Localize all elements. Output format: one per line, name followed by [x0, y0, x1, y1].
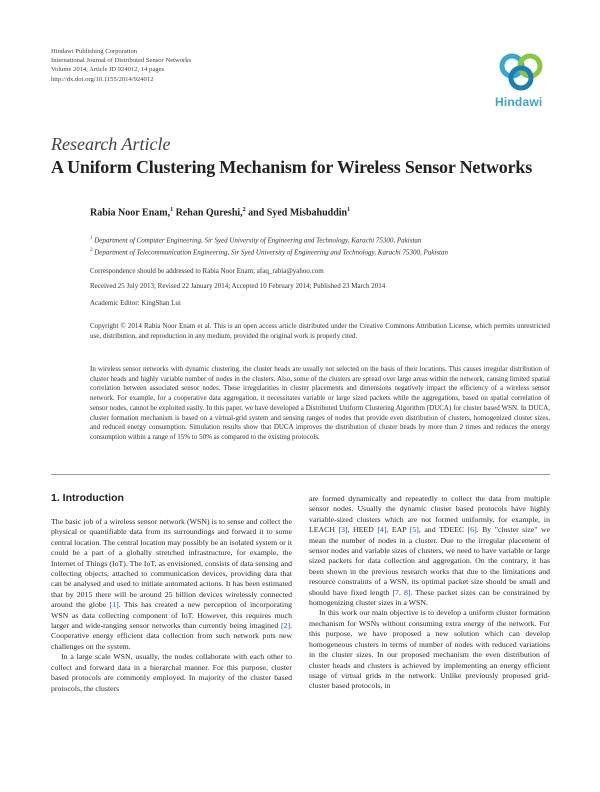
- affiliations: [90, 234, 550, 258]
- volume-info: Volume 2014, Article ID 924012, 14 pages: [51, 66, 165, 74]
- citation-link[interactable]: [4]: [377, 525, 387, 535]
- affiliation-sup: 2: [90, 248, 93, 254]
- right-column: [309, 494, 550, 692]
- section-heading: 1. Introduction: [51, 492, 124, 504]
- citation-link[interactable]: [1]: [109, 600, 119, 610]
- doi-link[interactable]: http://dx.doi.org/10.1155/2014/924012: [51, 75, 154, 83]
- academic-editor: Academic Editor: KingShan Lui: [90, 299, 181, 307]
- author-sup: 1: [347, 207, 351, 213]
- hindawi-logo-text: Hindawi: [495, 95, 543, 109]
- citation-link[interactable]: [2]: [280, 621, 291, 631]
- section-divider: [51, 474, 550, 475]
- article-title: A Uniform Clustering Mechanism for Wireless Sensor Networks: [51, 157, 533, 177]
- author-sup: 2: [242, 207, 246, 213]
- correspondence: Correspondence should be addressed to Rabia Noor Enam; afaq_rabia@yahoo.com: [90, 267, 324, 275]
- journal-name: International Journal of Distributed Sensor Networks: [51, 57, 192, 65]
- paragraph: In a large scale WSN, usually, the nodes collaborate with each other to collect and forward data in a hierarchal manner. For this purpose, cluster based protocols are commonly employed. In majority of the cluster based protocols, the clusters: [51, 652, 292, 693]
- citation-link[interactable]: [3]: [338, 525, 348, 535]
- author-name: and Syed Misbahuddin: [248, 207, 348, 219]
- copyright-notice: Copyright © 2014 Rabia Noor Enam et al. This is an open access article distributed under the Creative Commons Attribution License, which permits unrestricted use, distribution, and reproduction in any medium, provided the original work is properly cited.: [90, 322, 550, 340]
- affiliation-sup: 1: [90, 236, 93, 241]
- author-sup: 1: [170, 207, 174, 213]
- citation-link[interactable]: [7, 8]: [392, 587, 411, 597]
- paragraph: In this work our main objective is to develop a uniform cluster formation mechanism for WSNs without consuming extra energy of the network. For this purpose, we have proposed a new solution which can develop homogeneous clusters in terms of number of nodes with reduced variations in the cluster sizes. In our proposed mechanism the even distribution of cluster heads and clusters is achieved by implementing an energy efficient usage of virtual grids in the network. Unlike previously proposed grid-cluster based protocols, in: [309, 608, 550, 691]
- affiliation-text: Department of Telecommunication Engineering, Sir Syed University of Engineering and Technology, Karachi 75300, Pakistan: [94, 248, 448, 257]
- author-name: Rehan Qureshi,: [175, 207, 243, 219]
- affiliation-item: [90, 246, 550, 258]
- affiliation-text: Department of Computer Engineering, Sir Syed University of Engineering and Technology, Karachi 75300, Pakistan: [94, 236, 422, 245]
- citation-link[interactable]: [5]: [409, 525, 419, 535]
- author-list: [90, 207, 350, 218]
- left-column: [51, 517, 292, 694]
- affiliation-item: [90, 234, 550, 246]
- paragraph: The basic job of a wireless sensor network (WSN) is to sense and collect the physical or quantifiable data from its surroundings and forward it to some central location. The central location may possibly be an isolated system or it could be a part of a globally stretched infrastructure, for example, the Internet of Things (IoT). The IoT, as envisioned, consists of data sensing and collecting objects, attached to communication devices, providing data that can be analysed and used to initiate automated actions. It has been estimated that by 2015 there will be around 25 billion devices wirelessly connected around the globe [1]. This has created a new perception of incorporating WSN as data collecting component of IoT. However, this requires much larger and wide-ranging sensor networks than currently being imagined [2]. Cooperative energy efficient data collection from such network puts new challenges on the system.: [51, 517, 293, 651]
- journal-header: [51, 47, 191, 84]
- article-type: Research Article: [51, 134, 171, 154]
- abstract: In wireless sensor networks with dynamic clustering, the cluster heads are usually not selected on the basis of their locations. This causes irregular distribution of cluster heads and highly variable number of nodes in the clusters. Also, some of the clusters are spread over large areas within the network, causing limited spatial correlation between associated sensor nodes. These irregularities in cluster placements and dimensions negatively impact the efficiency of a wireless sensor network. For example, for a cooperative data aggregation, it necessitates variable or large sized packets while the aggregations, based on spatial correlation of sensor nodes, cannot be exploited easily. In this paper, we have developed a Distributed Uniform Clustering Algorithm (DUCA) for cluster based WSN. In DUCA, cluster formation mechanism is based on a virtual-grid system and sensing ranges of nodes that provide even distribution of clusters, homogenized cluster sizes, and reduced energy consumption. Simulation results show that DUCA improves the distribution of cluster heads by more than 2 times and reduces the energy consumption within a range of 15% to 50% as compared to the existing protocols.: [90, 365, 550, 441]
- publisher: Hindawi Publishing Corporation: [51, 48, 138, 55]
- article-dates: Received 25 July 2013; Revised 22 January 2014; Accepted 10 February 2014; Published 23 March 2014: [90, 282, 386, 290]
- paragraph: are formed dynamically and repeatedly to collect the data from multiple sensor nodes. Usually the dynamic cluster based protocols have highly variable-sized clusters which are not formed uniformly, for example, in LEACH [3], HEED [4], EAP [5], and TDEEC [6]. By "cluster size" we mean the number of nodes in a cluster. Due to the irregular placement of sensor nodes and variable sizes of clusters, we need to have variable or large sized packets for data collection and aggregation. On the contrary, it has been shown in the previous research works that due to the limitations and resource constraints of a WSN, its optimal packet size should be small and should have fixed length [7, 8]. These packet sizes can be constrained by homogenizing cluster sizes in a WSN.: [309, 494, 551, 608]
- author-name: Rabia Noor Enam,: [90, 207, 171, 219]
- citation-link[interactable]: [6]: [467, 525, 477, 535]
